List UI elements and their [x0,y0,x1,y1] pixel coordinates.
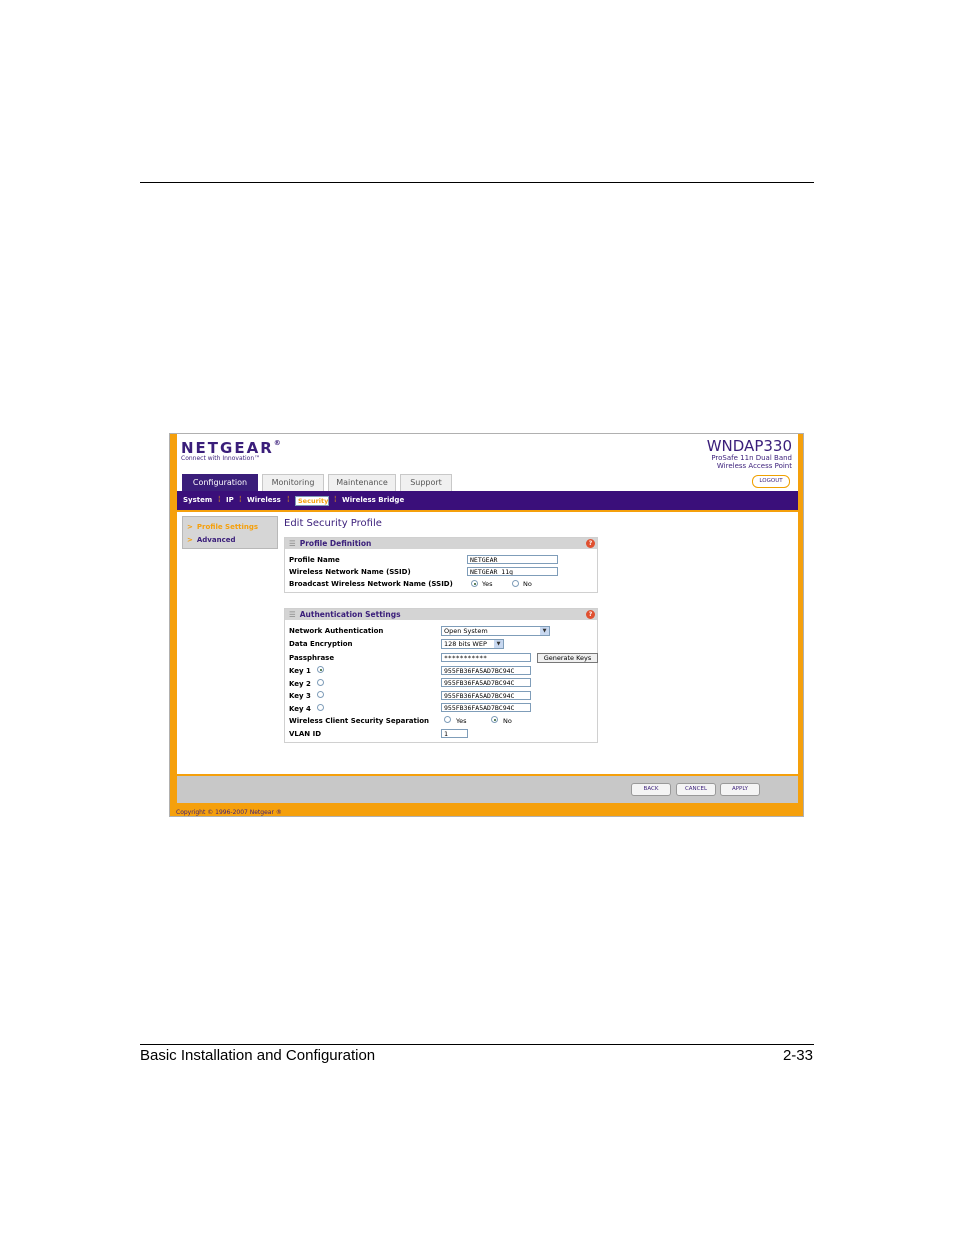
chevron-down-icon: ▼ [540,627,549,635]
panel-menu-icon: ☰ [289,539,296,548]
broadcast-yes-label: Yes [482,580,493,588]
panel-menu-icon: ☰ [289,610,296,619]
help-icon[interactable]: ? [586,539,595,548]
page-title: Edit Security Profile [284,518,382,529]
tagline: Connect with Innovation™ [181,455,261,462]
nav-separator: ¦ [239,495,242,503]
data-encryption-label: Data Encryption [289,640,353,648]
key-2-input[interactable]: 955FB36FA5AD7BC94C [441,678,531,687]
model-subtitle-1: ProSafe 11n Dual Band [711,454,792,462]
model-subtitle-2: Wireless Access Point [716,462,792,470]
profile-definition-panel [284,537,598,593]
footer-rule [140,1044,814,1045]
key-1-input[interactable]: 955FB36FA5AD7BC94C [441,666,531,675]
netgear-logo: NETGEAR® [181,439,283,457]
authentication-settings-panel [284,608,598,743]
nav-separator: ¦ [287,495,290,503]
broadcast-ssid-label: Broadcast Wireless Network Name (SSID) [289,580,453,588]
vlan-id-input[interactable]: 1 [441,729,468,738]
logout-button[interactable]: LOGOUT [752,475,790,488]
chevron-down-icon: ▼ [494,640,503,648]
panel-header: ☰ Profile Definition ? [285,538,597,549]
key-2-radio[interactable] [317,679,324,686]
tab-support[interactable]: Support [400,474,452,491]
panel-header: ☰ Authentication Settings ? [285,609,597,620]
ssid-label: Wireless Network Name (SSID) [289,568,411,576]
tab-maintenance[interactable]: Maintenance [328,474,396,491]
action-bar [177,776,798,803]
key-1-radio[interactable] [317,666,324,673]
footer-page-number: 2-33 [782,1047,813,1064]
ssid-input[interactable]: NETGEAR_11g [467,567,558,576]
key-1-label: Key 1 [289,667,311,675]
nav-wireless[interactable]: Wireless [247,496,281,504]
left-nav-profile-settings[interactable]: > Profile Settings [187,523,259,531]
content-area [177,512,798,774]
help-icon[interactable]: ? [586,610,595,619]
key-4-label: Key 4 [289,705,311,713]
key-4-input[interactable]: 955FB36FA5AD7BC94C [441,703,531,712]
nav-security[interactable]: Security [295,496,329,506]
left-nav-advanced[interactable]: > Advanced [187,536,236,544]
tab-monitoring[interactable]: Monitoring [262,474,324,491]
network-authentication-label: Network Authentication [289,627,384,635]
nav-wireless-bridge[interactable]: Wireless Bridge [342,496,405,504]
nav-separator: ¦ [218,495,221,503]
broadcast-yes-radio[interactable] [471,580,478,587]
left-navigation [182,516,278,549]
vlan-id-label: VLAN ID [289,730,322,738]
separation-yes-radio[interactable] [444,716,451,723]
sub-navigation [177,491,798,510]
passphrase-input[interactable]: *********** [441,653,531,662]
key-3-label: Key 3 [289,692,311,700]
key-3-radio[interactable] [317,691,324,698]
apply-button[interactable]: APPLY [720,783,760,796]
nav-system[interactable]: System [183,496,213,504]
generate-keys-button[interactable]: Generate Keys [537,653,598,663]
app-header [177,434,798,491]
separation-no-radio[interactable] [491,716,498,723]
profile-name-label: Profile Name [289,556,340,564]
cancel-button[interactable]: CANCEL [676,783,716,796]
broadcast-no-label: No [523,580,532,588]
passphrase-label: Passphrase [289,654,335,662]
nav-ip[interactable]: IP [226,496,234,504]
footer-section-title: Basic Installation and Configuration [140,1047,376,1064]
broadcast-no-radio[interactable] [512,580,519,587]
key-3-input[interactable]: 955FB36FA5AD7BC94C [441,691,531,700]
separation-yes-label: Yes [456,717,467,725]
back-button[interactable]: BACK [631,783,671,796]
client-separation-label: Wireless Client Security Separation [289,717,430,725]
separation-no-label: No [503,717,512,725]
key-2-label: Key 2 [289,680,311,688]
router-ui-screenshot [169,433,804,817]
key-4-radio[interactable] [317,704,324,711]
model-name: WNDAP330 [706,437,792,455]
data-encryption-select[interactable]: 128 bits WEP ▼ [441,639,504,649]
tab-configuration[interactable]: Configuration [182,474,258,491]
copyright-text: Copyright © 1996-2007 Netgear ® [176,809,282,816]
network-authentication-select[interactable]: Open System ▼ [441,626,550,636]
nav-separator: ¦ [334,495,337,503]
profile-name-input[interactable]: NETGEAR [467,555,558,564]
header-rule [140,182,814,183]
